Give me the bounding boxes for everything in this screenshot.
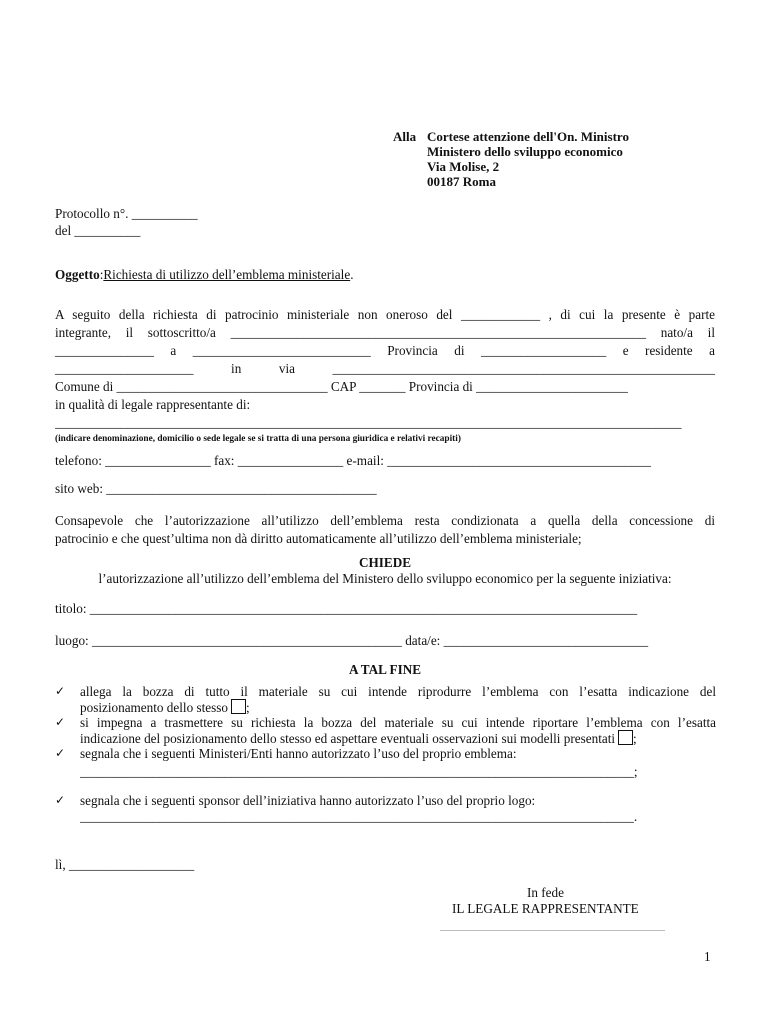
item-3-line-2[interactable]: ____________________________________________________________________________________; <box>80 764 638 779</box>
place-date-signature[interactable]: lì, ___________________ <box>55 857 195 872</box>
website-line[interactable]: sito web: _________________________________________ <box>55 481 377 496</box>
awareness-line-2: patrocinio e che quest’ultima non dà diritto automaticamente all’utilizzo dell’emblema ministeriale; <box>55 531 582 546</box>
recipient-line-3: Via Molise, 2 <box>427 159 500 174</box>
checkbox-draft-attached[interactable] <box>231 699 246 714</box>
recipient-line-4: 00187 Roma <box>427 174 496 189</box>
item-1-text: posizionamento dello stesso <box>80 700 228 715</box>
item-2-end: ; <box>633 731 637 746</box>
awareness-line-1: Consapevole che l’autorizzazione all’utilizzo dell’emblema resta condizionata a quella della concessione di <box>55 513 715 528</box>
purpose-heading: A TAL FINE <box>348 662 422 677</box>
item-4-line-1: segnala che i seguenti sponsor dell’iniziativa hanno autorizzato l’uso del proprio logo: <box>80 793 536 808</box>
subject-text: Richiesta di utilizzo dell’emblema ministeriale <box>103 267 351 282</box>
recipient-line-2: Ministero dello sviluppo economico <box>427 144 623 159</box>
body-line-1[interactable]: A seguito della richiesta di patrocinio ministeriale non oneroso del ____________ , di cui la presente è parte <box>55 307 715 322</box>
signature-line[interactable] <box>440 930 665 931</box>
protocol-number[interactable]: Protocollo n°. __________ <box>55 206 198 221</box>
body-line-2[interactable]: integrante, il sottoscritto/a _______________________________________________________________ nato/a il <box>55 325 715 340</box>
check-icon: ✓ <box>55 793 66 807</box>
item-1-line-1: allega la bozza di tutto il materiale su cui intende riprodurre l’emblema con l’esatta indicazione del <box>80 684 716 699</box>
title-line[interactable]: titolo: ___________________________________________________________________________________ <box>55 601 638 616</box>
body-line-5[interactable]: Comune di ________________________________ CAP _______ Provincia di _______________________ <box>55 379 628 394</box>
request-heading: CHIEDE <box>358 555 412 570</box>
subject-label: Oggetto <box>55 267 100 282</box>
item-2-text: indicazione del posizionamento dello stesso ed aspettare eventuali osservazioni sui modelli presentati <box>80 731 616 746</box>
item-2-line-2 <box>80 730 716 746</box>
in-fede: In fede <box>527 885 564 900</box>
signer-title: IL LEGALE RAPPRESENTANTE <box>452 901 639 916</box>
body-line-3[interactable]: _______________ a ___________________________ Provincia di ___________________ e residente a <box>55 343 715 358</box>
item-1-line-2 <box>80 699 716 715</box>
page-number: 1 <box>704 949 711 964</box>
body-line-7[interactable]: _______________________________________________________________________________________________ <box>55 415 682 430</box>
subject-line: Oggetto:Richiesta di utilizzo dell’emblema ministeriale. <box>55 267 354 282</box>
checkbox-draft-commitment[interactable] <box>618 730 633 745</box>
contact-line[interactable]: telefono: ________________ fax: ________________ e-mail: ________________________________________ <box>55 453 651 468</box>
place-date-line[interactable]: luogo: _______________________________________________ data/e: _______________________________ <box>55 633 649 648</box>
check-icon: ✓ <box>55 746 66 760</box>
item-1-end: ; <box>245 700 250 715</box>
recipient-prefix: Alla <box>393 129 417 144</box>
entity-note: (indicare denominazione, domicilio o sede legale se si tratta di una persona giuridica e relativi recapiti) <box>55 434 461 444</box>
protocol-date[interactable]: del __________ <box>55 223 141 238</box>
check-icon: ✓ <box>55 715 66 729</box>
subject-end: . <box>350 267 354 282</box>
recipient-line-1: Cortese attenzione dell'On. Ministro <box>427 129 629 144</box>
request-text: l’autorizzazione all’utilizzo dell’emblema del Ministero dello sviluppo economico per la seguente iniziativa: <box>98 571 672 586</box>
item-4-line-2[interactable]: ____________________________________________________________________________________. <box>80 809 638 824</box>
item-2-line-1: si impegna a trasmettere su richiesta la bozza del materiale su cui intende riportare l’emblema con l’esatta <box>80 715 716 730</box>
body-line-4[interactable]: _____________________ in via __________________________________________________________ <box>55 361 715 376</box>
check-icon: ✓ <box>55 684 66 698</box>
body-line-6: in qualità di legale rappresentante di: <box>55 397 251 412</box>
item-3-line-1: segnala che i seguenti Ministeri/Enti hanno autorizzato l’uso del proprio emblema: <box>80 746 517 761</box>
